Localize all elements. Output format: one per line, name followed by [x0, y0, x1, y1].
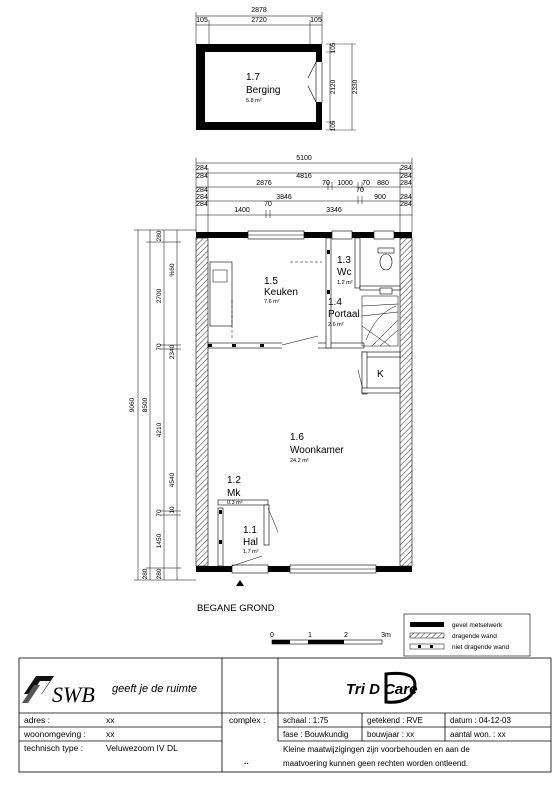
svg-text:880: 880 — [377, 180, 389, 187]
svg-text:4816: 4816 — [296, 173, 312, 180]
svg-text:284: 284 — [400, 180, 412, 187]
svg-text:woonomgeving :: woonomgeving : — [24, 729, 86, 739]
svg-text:complex :: complex : — [229, 715, 266, 725]
room-number-berging: 1.7 — [246, 72, 260, 83]
room-number-mk: 1.2 — [227, 475, 241, 486]
house-dims-left-text — [129, 230, 176, 579]
svg-text:284: 284 — [400, 165, 412, 172]
shed-dim-wall-left: 105 — [196, 17, 208, 24]
svg-text:70: 70 — [156, 509, 163, 517]
room-number-portaal: 1.4 — [328, 297, 342, 308]
svg-text:1400: 1400 — [234, 207, 250, 214]
svg-text:280: 280 — [156, 568, 163, 580]
svg-text:70: 70 — [156, 343, 163, 351]
svg-text:aantal won. : xx: aantal won. : xx — [450, 730, 506, 739]
svg-text:284: 284 — [196, 201, 208, 208]
svg-text:3846: 3846 — [276, 194, 292, 201]
svg-text:70: 70 — [264, 201, 272, 208]
svg-text:Tri D Care: Tri D Care — [346, 681, 418, 698]
room-area-keuken: 7.6 m² — [264, 299, 280, 305]
legend-label-masonry: gevel metselwerk — [452, 622, 503, 629]
room-area-portaal: 2.6 m² — [328, 322, 344, 328]
tridcare-logo — [346, 673, 417, 702]
house-room-labels — [227, 255, 384, 555]
svg-text:3m: 3m — [381, 632, 391, 639]
room-name-mk: Mk — [227, 488, 241, 499]
svg-text:2700: 2700 — [156, 288, 163, 304]
svg-text:9060: 9060 — [129, 397, 136, 413]
title-block-text — [23, 715, 511, 768]
room-area-hal: 1.7 m² — [243, 549, 259, 555]
svg-text:Kleine maatwijzigingen zijn vo: Kleine maatwijzigingen zijn voorbehouden en aan de — [283, 745, 470, 754]
svg-text:adres :: adres : — [24, 715, 50, 725]
room-number-hal: 1.1 — [243, 525, 257, 536]
svg-text:280: 280 — [156, 230, 163, 242]
scale-bar — [270, 632, 391, 644]
shed-dim-inner: 2720 — [251, 17, 267, 24]
svg-text:geeft je de ruimte: geeft je de ruimte — [112, 683, 197, 695]
room-area-mk: 0.3 m² — [227, 500, 243, 506]
svg-text:..: .. — [244, 756, 249, 766]
svg-text:2340: 2340 — [169, 344, 176, 360]
floor-title: BEGANE GROND — [197, 603, 275, 614]
house-dims-top-text — [196, 155, 412, 214]
legend — [404, 614, 530, 656]
shed-dim-wall-right: 105 — [310, 17, 322, 24]
svg-text:1450: 1450 — [156, 533, 163, 549]
legend-swatch-masonry — [410, 622, 444, 627]
svg-text:284: 284 — [196, 165, 208, 172]
svg-text:4210: 4210 — [156, 422, 163, 438]
svg-text:getekend : RVE: getekend : RVE — [367, 716, 423, 725]
room-name-woonkamer: Woonkamer — [290, 445, 344, 456]
svg-text:284: 284 — [400, 201, 412, 208]
legend-label-nonbearing: niet dragende wand — [452, 644, 510, 651]
svg-text:5100: 5100 — [296, 155, 312, 162]
swb-logo — [22, 676, 197, 707]
room-name-portaal: Portaal — [328, 309, 360, 320]
svg-text:284: 284 — [196, 173, 208, 180]
room-name-berging: Berging — [246, 85, 281, 96]
legend-label-bearing: dragende wand — [452, 633, 497, 640]
svg-text:xx: xx — [106, 715, 115, 725]
svg-text:284: 284 — [196, 187, 208, 194]
shed-dim-v-bottom: 105 — [330, 120, 337, 132]
svg-text:2876: 2876 — [256, 180, 272, 187]
svg-text:1000: 1000 — [337, 180, 353, 187]
svg-text:284: 284 — [400, 173, 412, 180]
room-name-keuken: Keuken — [264, 287, 298, 298]
svg-text:70: 70 — [362, 180, 370, 187]
svg-text:3346: 3346 — [326, 207, 342, 214]
shed-dim-total: 2878 — [251, 7, 267, 14]
title-block — [19, 658, 551, 772]
house-plan — [196, 231, 412, 586]
svg-text:%60: %60 — [169, 263, 176, 277]
room-number-woonkamer: 1.6 — [290, 432, 304, 443]
svg-text:0: 0 — [270, 632, 274, 639]
svg-text:technisch type :: technisch type : — [24, 743, 84, 753]
legend-swatch-nonbearing — [410, 644, 444, 649]
room-name-wc: Wc — [337, 267, 352, 278]
shed-dim-v-inner: 2120 — [330, 79, 337, 95]
closet-label: K — [377, 369, 384, 380]
room-name-hal: Hal — [243, 537, 259, 548]
svg-text:900: 900 — [374, 194, 386, 201]
room-number-keuken: 1.5 — [264, 276, 278, 287]
svg-text:10: 10 — [169, 506, 176, 514]
svg-text:datum : 04-12-03: datum : 04-12-03 — [450, 716, 511, 725]
svg-text:4540: 4540 — [169, 472, 176, 488]
room-area-woonkamer: 24.2 m² — [290, 458, 309, 464]
svg-text:1: 1 — [308, 632, 312, 639]
svg-text:fase : Bouwkundig: fase : Bouwkundig — [283, 730, 349, 739]
legend-swatch-bearing — [410, 633, 444, 638]
svg-text:xx: xx — [106, 729, 115, 739]
svg-text:280: 280 — [142, 568, 149, 580]
svg-text:284: 284 — [400, 194, 412, 201]
room-area-wc: 1.2 m² — [337, 280, 353, 286]
shed-dim-v-top: 105 — [330, 42, 337, 54]
shed-plan — [196, 7, 359, 131]
svg-text:SWB: SWB — [52, 682, 95, 707]
svg-text:8500: 8500 — [142, 397, 149, 413]
svg-text:Veluwezoom IV DL: Veluwezoom IV DL — [106, 743, 178, 753]
shed-dim-v-total: 2330 — [352, 79, 359, 95]
svg-text:70: 70 — [322, 180, 330, 187]
svg-text:schaal : 1:75: schaal : 1:75 — [283, 716, 329, 725]
svg-text:maatvoering kunnen geen rechte: maatvoering kunnen geen rechten worden ontleend. — [283, 759, 469, 768]
room-number-wc: 1.3 — [337, 255, 351, 266]
svg-text:70: 70 — [356, 187, 364, 194]
svg-text:284: 284 — [196, 194, 208, 201]
room-area-berging: 5.8 m² — [246, 98, 262, 104]
svg-text:bouwjaar : xx: bouwjaar : xx — [367, 730, 415, 739]
svg-text:2: 2 — [344, 632, 348, 639]
